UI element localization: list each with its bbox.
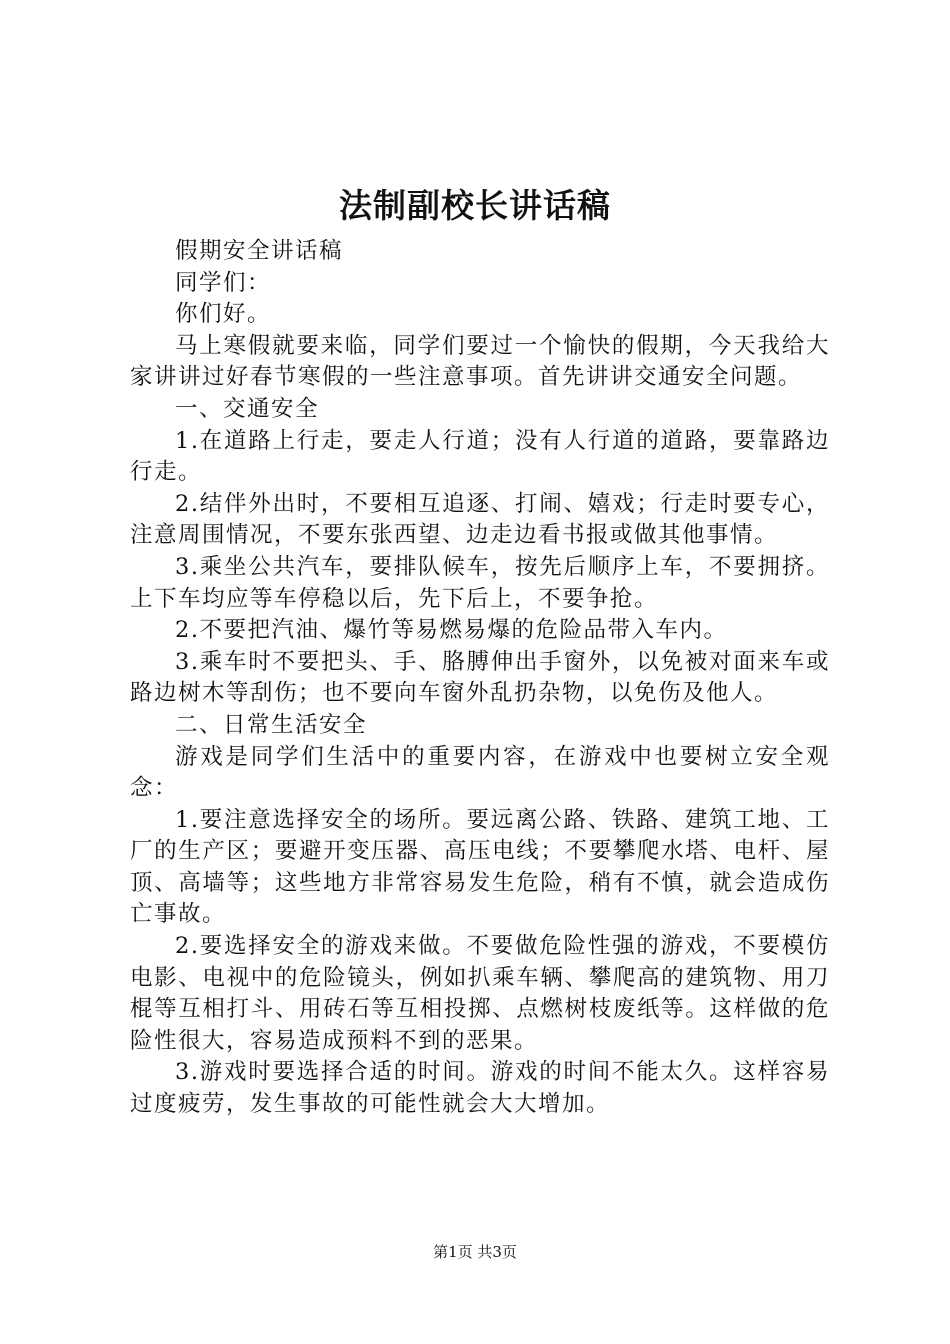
document-title: 法制副校长讲话稿 (339, 186, 611, 225)
paragraph-traffic-5: 3.乘车时不要把头、手、胳膊伸出手窗外，以免被对面来车或路边树木等刮伤；也不要向车窗外乱扔杂物，以免伤及他人。 (130, 648, 830, 707)
paragraph-traffic-3: 3.乘坐公共汽车，要排队候车，按先后顺序上车，不要拥挤。上下车均应等车停稳以后，先下后上，不要争抢。 (130, 553, 830, 612)
section-heading-traffic: 一、交通安全 (175, 395, 320, 422)
paragraph-games-1: 1.要注意选择安全的场所。要远离公路、铁路、建筑工地、工厂的生产区；要避开变压器、高压电线；不要攀爬水塔、电杆、屋顶、高墙等；这些地方非常容易发生危险，稍有不慎，就会造成伤亡事故。 (130, 806, 830, 928)
paragraph-intro: 马上寒假就要来临，同学们要过一个愉快的假期，今天我给大家讲讲过好春节寒假的一些注意事项。首先讲讲交通安全问题。 (130, 332, 830, 391)
paragraph-games-2: 2.要选择安全的游戏来做。不要做危险性强的游戏，不要模仿电影、电视中的危险镜头，例如扒乘车辆、攀爬高的建筑物、用刀棍等互相打斗、用砖石等互相投掷、点燃树枝废纸等。这样做的危险性很大，容易造成预料不到的恶果。 (130, 933, 830, 1054)
document-body (130, 236, 830, 1121)
paragraph-games-3: 3.游戏时要选择合适的时间。游戏的时间不能太久。这样容易过度疲劳，发生事故的可能性就会大大增加。 (130, 1059, 830, 1118)
paragraph-traffic-1: 1.在道路上行走，要走人行道；没有人行道的道路，要靠路边行走。 (130, 427, 830, 486)
paragraph-hello: 你们好。 (175, 301, 272, 328)
paragraph-greeting: 同学们： (175, 269, 272, 296)
page-number-footer: 第1页 共3页 (433, 1243, 517, 1261)
paragraph-games-intro: 游戏是同学们生活中的重要内容，在游戏中也要树立安全观念： (130, 743, 830, 802)
paragraph-traffic-4: 2.不要把汽油、爆竹等易燃易爆的危险品带入车内。 (175, 617, 728, 644)
paragraph-subtitle: 假期安全讲话稿 (175, 238, 344, 264)
paragraph-traffic-2: 2.结伴外出时，不要相互追逐、打闹、嬉戏；行走时要专心，注意周围情况，不要东张西望、边走边看书报或做其他事情。 (130, 490, 830, 549)
section-heading-daily-life: 二、日常生活安全 (175, 711, 368, 738)
